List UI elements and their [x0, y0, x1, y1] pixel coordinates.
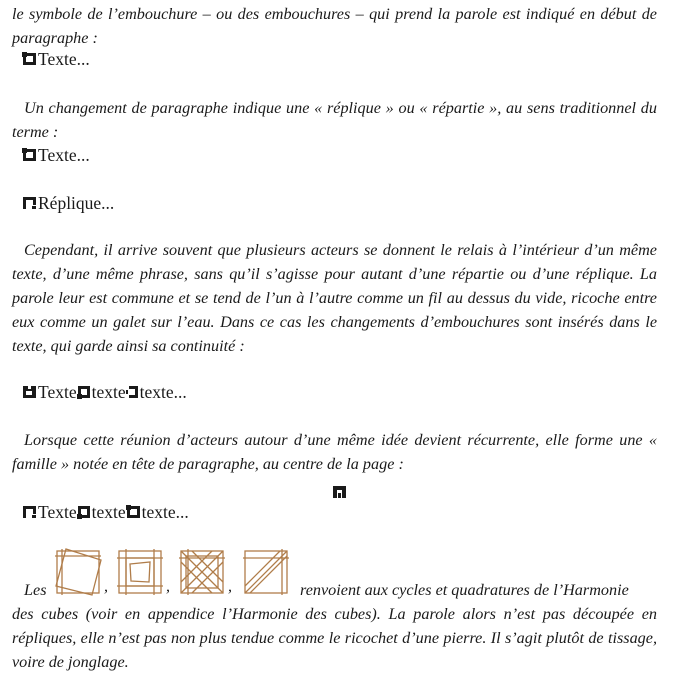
paragraph-cubes-first-line: renvoient aux cycles et quadratures de l’Harmonie [300, 581, 629, 599]
example-text: texte [91, 382, 126, 402]
paragraph-cubes-rest: des cubes (voir en appendice l’Harmonie des cubes). La parole alors n’est pas découpée en répliques, elle n’est pas non plus tendue comme le ricochet d’une pierre. Il s’agit plutôt de tissage, voire de jonglage. [12, 605, 657, 671]
example-text: Réplique... [38, 193, 115, 213]
mouth-symbol-a-icon [126, 505, 141, 519]
example-line-2 [22, 143, 90, 167]
mouth-symbol-d-icon [77, 385, 91, 399]
comma: , [166, 578, 170, 595]
lead-word: Les [24, 581, 47, 599]
example-line-5 [22, 500, 189, 524]
cube-sketches-row [12, 548, 657, 599]
mouth-symbol-b-icon [22, 505, 37, 519]
mouth-symbol-d-icon [77, 505, 91, 519]
paragraph-replique: Un changement de paragraphe indique une « réplique » ou « répartie », au sens traditionnel du terme : [12, 99, 657, 141]
example-line-4 [22, 380, 187, 404]
example-text: Texte [38, 382, 77, 402]
mouth-symbol-c-icon [22, 385, 37, 399]
cube-sketch-1-icon [54, 548, 102, 600]
example-line-1 [22, 47, 90, 71]
example-text: texte [91, 502, 126, 522]
comma: , [228, 578, 232, 595]
example-line-3 [22, 191, 114, 215]
mouth-symbol-b-icon [22, 196, 37, 210]
example-text: Texte... [38, 145, 90, 165]
example-text: Texte... [38, 49, 90, 69]
cube-sketch-3-icon [178, 548, 226, 600]
cube-sketch-2-icon [116, 548, 164, 600]
mouth-symbol-a-icon [22, 52, 37, 66]
example-text: texte... [139, 382, 187, 402]
cube-sketch-4-icon [242, 548, 290, 600]
paragraph-intro: le symbole de l’embouchure – ou des embouchures – qui prend la parole est indiqué en début de paragraphe : [12, 5, 657, 47]
paragraph-famille: Lorsque cette réunion d’acteurs autour d’une même idée devient récurrente, elle forme une « famille » notée en tête de paragraphe, au centre de la page : [12, 431, 657, 473]
example-text: Texte [38, 502, 77, 522]
mouth-symbol-a-icon [22, 148, 37, 162]
family-symbol-icon [332, 484, 347, 503]
comma: , [104, 578, 108, 595]
example-text: texte... [141, 502, 189, 522]
mouth-symbol-e-icon [126, 385, 139, 399]
paragraph-relais: Cependant, il arrive souvent que plusieurs acteurs se donnent le relais à l’intérieur d’un même texte, d’une même phrase, sans qu’il s’agisse pour autant d’une répartie ou d’une réplique. La parole leur est commune et se tend de l’un à l’autre comme un fil au dessus du vide, ricoche entre eux comme un galet sur l’eau. Dans ce cas les changements d’embouchures sont insérés dans le texte, qui garde ainsi sa continuité : [12, 241, 657, 355]
